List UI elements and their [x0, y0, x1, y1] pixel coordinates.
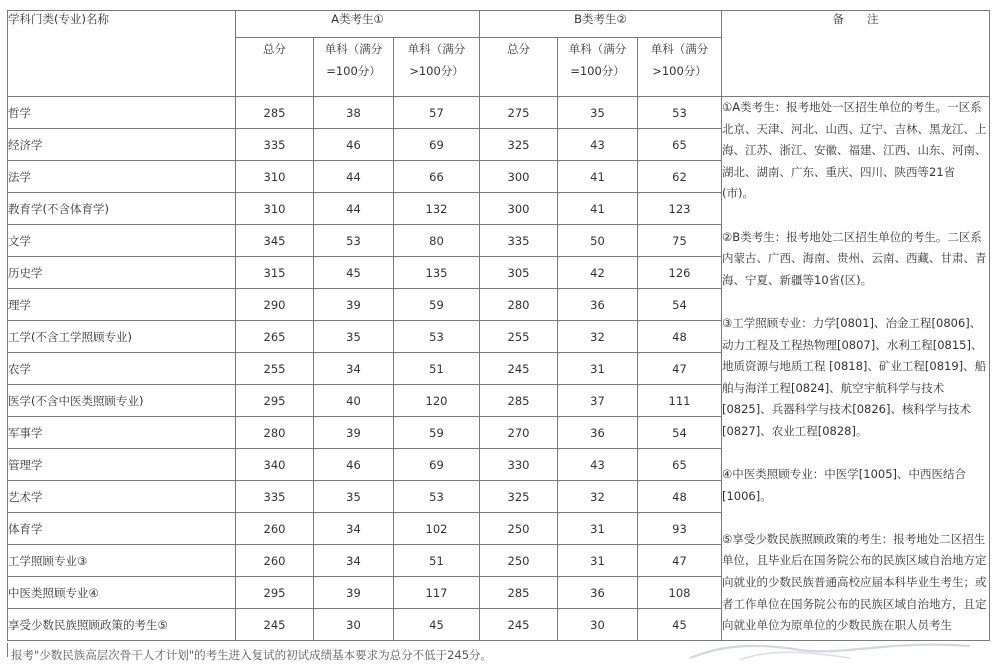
b-single-over100-cell: 123 [638, 193, 722, 225]
a-single-over100-cell: 51 [394, 545, 480, 577]
subject-name-cell: 工学照顾专业③ [8, 545, 236, 577]
b-single-100-cell: 43 [558, 129, 638, 161]
a-total-cell: 335 [236, 129, 314, 161]
a-single-over100-cell: 51 [394, 353, 480, 385]
remark-paragraph: ②B类考生：报考地处二区招生单位的考生。二区系内蒙古、广西、海南、贵州、云南、西藏、甘肃、青海、宁夏、新疆等10省(区)。 [722, 229, 987, 287]
a-single-100-cell: 34 [314, 353, 394, 385]
subject-name-cell: 理学 [8, 289, 236, 321]
b-total-cell: 245 [480, 353, 558, 385]
a-total-cell: 260 [236, 545, 314, 577]
footer-text: 报考"少数民族高层次骨干人才计划"的考生进入复试的初试成绩基本要求为总分不低于245分。 [11, 648, 493, 662]
a-single-over100-cell: 120 [394, 385, 480, 417]
a-single-over100-cell: 66 [394, 161, 480, 193]
subject-name-cell: 法学 [8, 161, 236, 193]
b-single-100-cell: 31 [558, 353, 638, 385]
b-total-cell: 245 [480, 609, 558, 641]
b-single-over100-cell: 48 [638, 481, 722, 513]
a-single-over100-cell: 80 [394, 225, 480, 257]
b-total-cell: 325 [480, 481, 558, 513]
a-single-100-cell: 35 [314, 481, 394, 513]
a-single-100-cell: 39 [314, 417, 394, 449]
b-single-100-cell: 31 [558, 545, 638, 577]
a-single-over100-cell: 45 [394, 609, 480, 641]
a-total-cell: 315 [236, 257, 314, 289]
b-total-cell: 250 [480, 545, 558, 577]
subject-name-cell: 艺术学 [8, 481, 236, 513]
a-single-100-cell: 40 [314, 385, 394, 417]
subject-name-cell: 教育学(不含体育学) [8, 193, 236, 225]
a-total-cell: 295 [236, 577, 314, 609]
a-single-over100-cell: 132 [394, 193, 480, 225]
group-b-header: B类考生② [480, 11, 722, 38]
b-single-100-cell: 43 [558, 449, 638, 481]
a-total-cell: 280 [236, 417, 314, 449]
b-total-cell: 250 [480, 513, 558, 545]
a-single-100-cell: 34 [314, 545, 394, 577]
a-single-over100-cell: 117 [394, 577, 480, 609]
subject-name-cell: 享受少数民族照顾政策的考生⑤ [8, 609, 236, 641]
b-total-cell: 335 [480, 225, 558, 257]
a-total-cell: 265 [236, 321, 314, 353]
b-single-100-header: 单科（满分=100分） [558, 38, 638, 97]
b-total-header: 总分 [480, 38, 558, 97]
a-total-cell: 285 [236, 97, 314, 129]
a-single-over100-cell: 53 [394, 481, 480, 513]
subject-name-cell: 经济学 [8, 129, 236, 161]
b-single-100-cell: 36 [558, 289, 638, 321]
a-single-over100-cell: 53 [394, 321, 480, 353]
subject-name-cell: 历史学 [8, 257, 236, 289]
b-single-100-cell: 32 [558, 321, 638, 353]
b-total-cell: 270 [480, 417, 558, 449]
a-single-100-cell: 44 [314, 193, 394, 225]
remark-paragraph: ③工学照顾专业：力学[0801]、冶金工程[0806]、动力工程及工程热物理[0807]、水利工程[0815]、地质资源与地质工程 [0818]、矿业工程[0819]、船舶与海洋工程[0824]、航空宇航科学与技术[0825]、兵器科学与技术[0826]、核科学与技术[0827]、农业工程[0828]。 [722, 315, 987, 438]
b-single-over100-cell: 75 [638, 225, 722, 257]
b-single-100-cell: 36 [558, 577, 638, 609]
a-total-cell: 290 [236, 289, 314, 321]
subject-name-cell: 工学(不含工学照顾专业) [8, 321, 236, 353]
a-single-100-cell: 34 [314, 513, 394, 545]
b-total-cell: 305 [480, 257, 558, 289]
watermark-logo [680, 632, 980, 662]
b-total-cell: 330 [480, 449, 558, 481]
b-single-over100-cell: 53 [638, 97, 722, 129]
b-single-100-cell: 37 [558, 385, 638, 417]
b-total-cell: 285 [480, 385, 558, 417]
b-single-100-cell: 30 [558, 609, 638, 641]
a-total-cell: 255 [236, 353, 314, 385]
a-total-header: 总分 [236, 38, 314, 97]
table-row [8, 97, 990, 129]
b-single-100-cell: 31 [558, 513, 638, 545]
b-single-100-cell: 36 [558, 417, 638, 449]
a-single-100-cell: 35 [314, 321, 394, 353]
a-single-100-cell: 46 [314, 449, 394, 481]
b-single-100-cell: 32 [558, 481, 638, 513]
a-total-cell: 310 [236, 161, 314, 193]
a-single-100-cell: 30 [314, 609, 394, 641]
subject-name-cell: 农学 [8, 353, 236, 385]
subject-name-cell: 体育学 [8, 513, 236, 545]
a-single-100-cell: 45 [314, 257, 394, 289]
b-single-100-cell: 41 [558, 161, 638, 193]
footer-note [7, 643, 723, 662]
a-single-over100-cell: 57 [394, 97, 480, 129]
a-total-cell: 340 [236, 449, 314, 481]
a-single-over100-cell: 102 [394, 513, 480, 545]
b-single-over100-cell: 48 [638, 321, 722, 353]
a-single-over100-header: 单科（满分>100分） [394, 38, 480, 97]
a-single-over100-cell: 135 [394, 257, 480, 289]
remark-paragraph: ④中医类照顾专业：中医学[1005]、中西医结合[1006]。 [722, 467, 967, 503]
remarks-text [722, 97, 989, 633]
a-single-100-header: 单科（满分=100分） [314, 38, 394, 97]
b-single-over100-cell: 45 [638, 609, 722, 641]
b-single-100-cell: 50 [558, 225, 638, 257]
a-single-over100-cell: 69 [394, 129, 480, 161]
a-single-100-cell: 38 [314, 97, 394, 129]
score-table [7, 10, 990, 641]
subject-name-cell: 管理学 [8, 449, 236, 481]
subject-name-cell: 文学 [8, 225, 236, 257]
b-single-over100-cell: 47 [638, 353, 722, 385]
a-single-100-cell: 44 [314, 161, 394, 193]
b-single-over100-cell: 47 [638, 545, 722, 577]
b-single-over100-cell: 126 [638, 257, 722, 289]
remarks-header: 备 注 [722, 11, 990, 97]
a-single-over100-cell: 69 [394, 449, 480, 481]
b-single-over100-cell: 54 [638, 289, 722, 321]
b-single-over100-cell: 54 [638, 417, 722, 449]
a-total-cell: 345 [236, 225, 314, 257]
b-single-100-cell: 41 [558, 193, 638, 225]
a-single-over100-cell: 59 [394, 289, 480, 321]
a-total-cell: 245 [236, 609, 314, 641]
b-single-over100-cell: 108 [638, 577, 722, 609]
b-total-cell: 300 [480, 193, 558, 225]
a-single-100-cell: 39 [314, 289, 394, 321]
a-total-cell: 260 [236, 513, 314, 545]
b-single-100-cell: 35 [558, 97, 638, 129]
b-single-over100-cell: 111 [638, 385, 722, 417]
group-a-header: A类考生① [236, 11, 480, 38]
subject-name-cell: 哲学 [8, 97, 236, 129]
subject-name-cell: 中医类照顾专业④ [8, 577, 236, 609]
remark-paragraph: ①A类考生：报考地处一区招生单位的考生。一区系北京、天津、河北、山西、辽宁、吉林、黑龙江、上海、江苏、浙江、安徽、福建、江西、山东、河南、湖北、湖南、广东、重庆、四川、陕西等21省 (市)。 [722, 100, 987, 201]
watermark-graphic [680, 632, 980, 662]
remark-paragraph: ⑤享受少数民族照顾政策的考生：报考地处二区招生单位，且毕业后在国务院公布的民族区域自治地方定向就业的少数民族普通高校应届本科毕业生考生；或者工作单位在国务院公布的民族区域自治地方，且定向就业单位为原单位的少数民族在职人员考生 [722, 531, 987, 633]
subject-name-cell: 军事学 [8, 417, 236, 449]
a-single-over100-cell: 59 [394, 417, 480, 449]
subject-column-header: 学科门类(专业)名称 [8, 11, 236, 97]
b-total-cell: 285 [480, 577, 558, 609]
b-single-over100-cell: 65 [638, 449, 722, 481]
a-total-cell: 310 [236, 193, 314, 225]
b-single-over100-cell: 93 [638, 513, 722, 545]
b-single-over100-cell: 62 [638, 161, 722, 193]
b-single-over100-cell: 65 [638, 129, 722, 161]
b-single-over100-header: 单科（满分>100分） [638, 38, 722, 97]
b-total-cell: 255 [480, 321, 558, 353]
b-total-cell: 300 [480, 161, 558, 193]
subject-name-cell: 医学(不含中医类照顾专业) [8, 385, 236, 417]
a-total-cell: 335 [236, 481, 314, 513]
b-single-100-cell: 42 [558, 257, 638, 289]
remarks-cell [722, 97, 990, 641]
a-single-100-cell: 53 [314, 225, 394, 257]
a-single-100-cell: 39 [314, 577, 394, 609]
b-total-cell: 280 [480, 289, 558, 321]
b-total-cell: 275 [480, 97, 558, 129]
a-total-cell: 295 [236, 385, 314, 417]
b-total-cell: 325 [480, 129, 558, 161]
a-single-100-cell: 46 [314, 129, 394, 161]
